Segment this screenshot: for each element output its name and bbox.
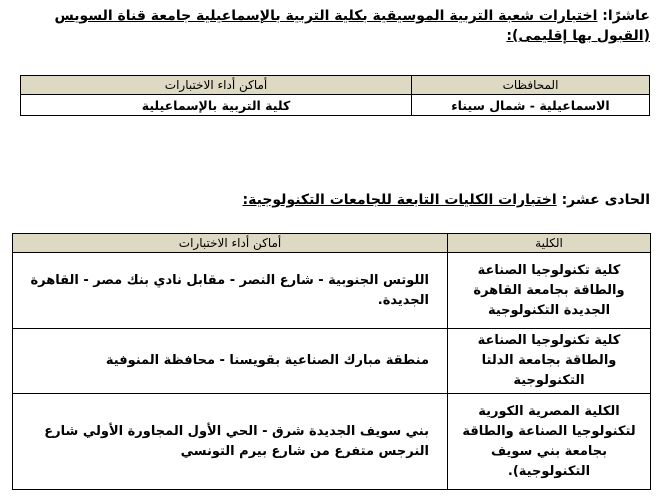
section-11-text: اختبارات الكليات التابعة للجامعات التكنولوجية: [242, 192, 557, 208]
table-row [13, 329, 651, 394]
governorates-table [20, 75, 650, 116]
header-exam-places: أماكن أداء الاختبارات [21, 76, 412, 95]
header-college: الكلية [448, 234, 651, 253]
cell-exam-place: منطقة مبارك الصناعية بقويسنا - محافظة المنوفية [13, 329, 448, 394]
cell-college: الكلية المصرية الكورية لتكنولوجيا الصناعة والطاقة بجامعة بني سويف التكنولوجية). [448, 394, 651, 490]
cell-college: كلية تكنولوجيا الصناعة والطاقة بجامعة الدلتا التكنولوجية [448, 329, 651, 394]
cell-college: كلية تكنولوجيا الصناعة والطاقة بجامعة القاهرة الجديدة التكنولوجية [448, 253, 651, 329]
table-row [13, 394, 651, 490]
section-11-title [14, 190, 650, 210]
cell-exam-place: اللوتس الجنوبية - شارع النصر - مقابل نادي بنك مصر - القاهرة الجديدة. [13, 253, 448, 329]
cell-governorates: الاسماعيلية - شمال سيناء [412, 95, 650, 116]
header-exam-places: أماكن أداء الاختبارات [13, 234, 448, 253]
table-row [13, 253, 651, 329]
table-header-row [13, 234, 651, 253]
section-10-label: عاشرًا: [602, 8, 650, 24]
section-10-text: اختبارات شعبة التربية الموسيقية بكلية التربية بالإسماعيلية جامعة قناة السويس (القبول بها إقليمى): [54, 8, 650, 44]
tech-colleges-table [12, 233, 651, 490]
section-11-label: الحادى عشر: [561, 192, 650, 208]
table-row [21, 95, 650, 116]
cell-exam-place: كلية التربية بالإسماعيلية [21, 95, 412, 116]
table-header-row [21, 76, 650, 95]
section-10-title [14, 6, 650, 46]
header-governorates: المحافظات [412, 76, 650, 95]
cell-exam-place: بني سويف الجديدة شرق - الحي الأول المجاورة الأولي شارع النرجس متفرع من شارع بيرم التونسي [13, 394, 448, 490]
